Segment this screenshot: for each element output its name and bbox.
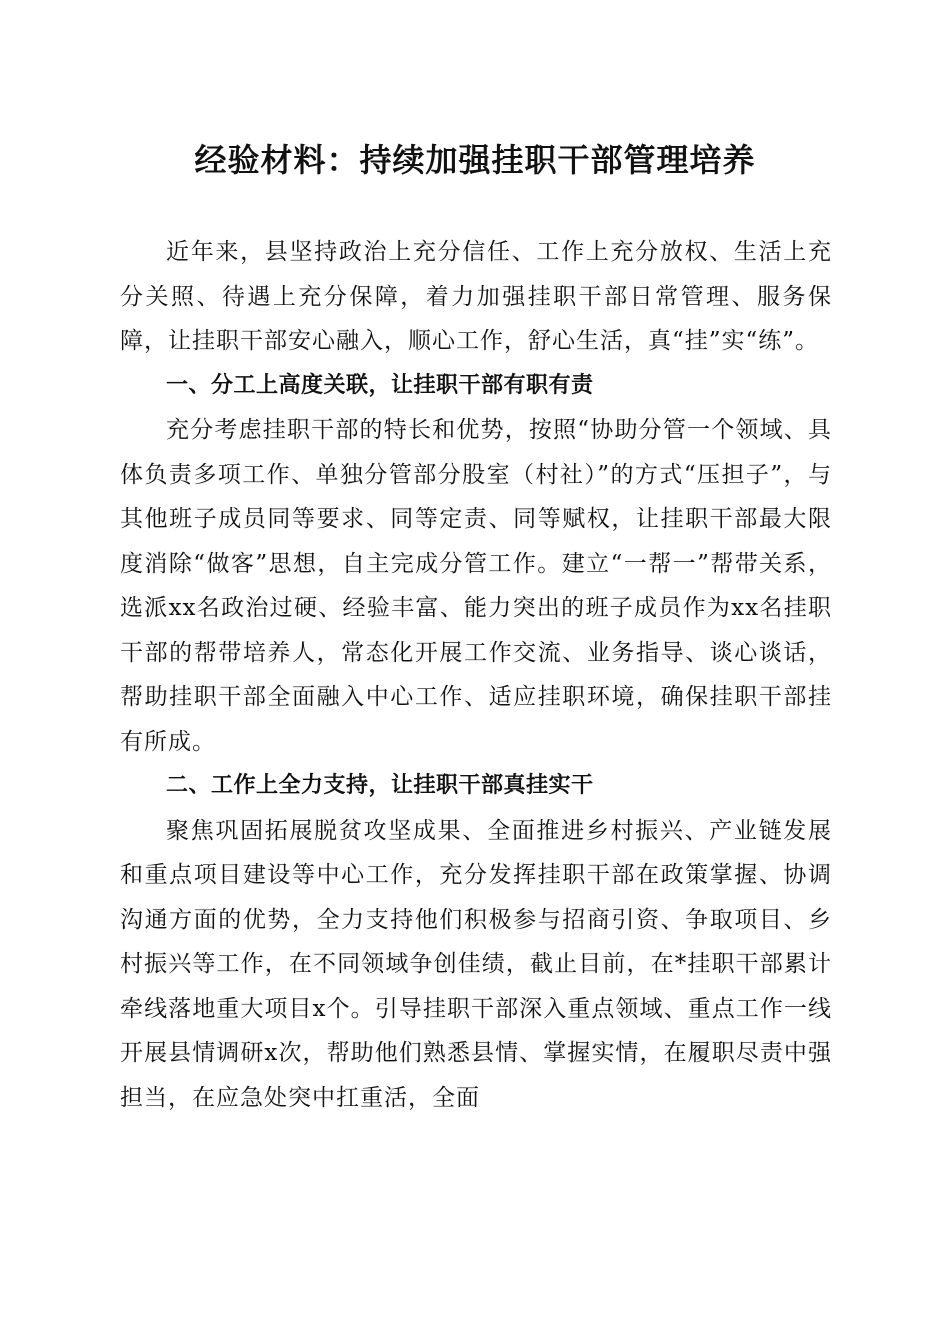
section-body-2: 聚焦巩固拓展脱贫攻坚成果、全面推进乡村振兴、产业链发展和重点项目建设等中心工作，充分发挥挂职干部在政策掌握、协调沟通方面的优势，全力支持他们积极参与招商引资、争取项目、乡村振兴等工作，在不同领域争创佳绩，截止目前，在*挂职干部累计牵线落地重大项目x个。引导挂职干部深入重点领域、重点工作一线开展县情调研x次，帮助他们熟悉县情、掌握实情，在履职尽责中强担当，在应急处突中扛重活，全面 [120,817,832,1111]
intro-paragraph: 近年来，县坚持政治上充分信任、工作上充分放权、生活上充分关照、待遇上充分保障，着力加强挂职干部日常管理、服务保障，让挂职干部安心融入，顺心工作，舒心生活，真“挂”实“练”。 [120,239,832,354]
document-title: 经验材料：持续加强挂职干部管理培养 [194,141,756,179]
section-heading-2: 二、工作上全力支持，让挂职干部真挂实干 [166,773,594,798]
section-body-1: 充分考虑挂职干部的特长和优势，按照“协助分管一个领域、具体负责多项工作、单独分管部分股室（村社）”的方式“压担子”，与其他班子成员同等要求、同等定责、同等赋权，让挂职干部最大限度消除“做客”思想，自主完成分管工作。建立“一帮一”帮带关系，选派xx名政治过硬、经验丰富、能力突出的班子成员作为xx名挂职干部的帮带培养人，常态化开展工作交流、业务指导、谈心谈话，帮助挂职干部全面融入中心工作、适应挂职环境，确保挂职干部挂有所成。 [120,417,832,755]
document-body [120,230,832,1120]
section-heading-1: 一、分工上高度关联，让挂职干部有职有责 [166,372,594,398]
